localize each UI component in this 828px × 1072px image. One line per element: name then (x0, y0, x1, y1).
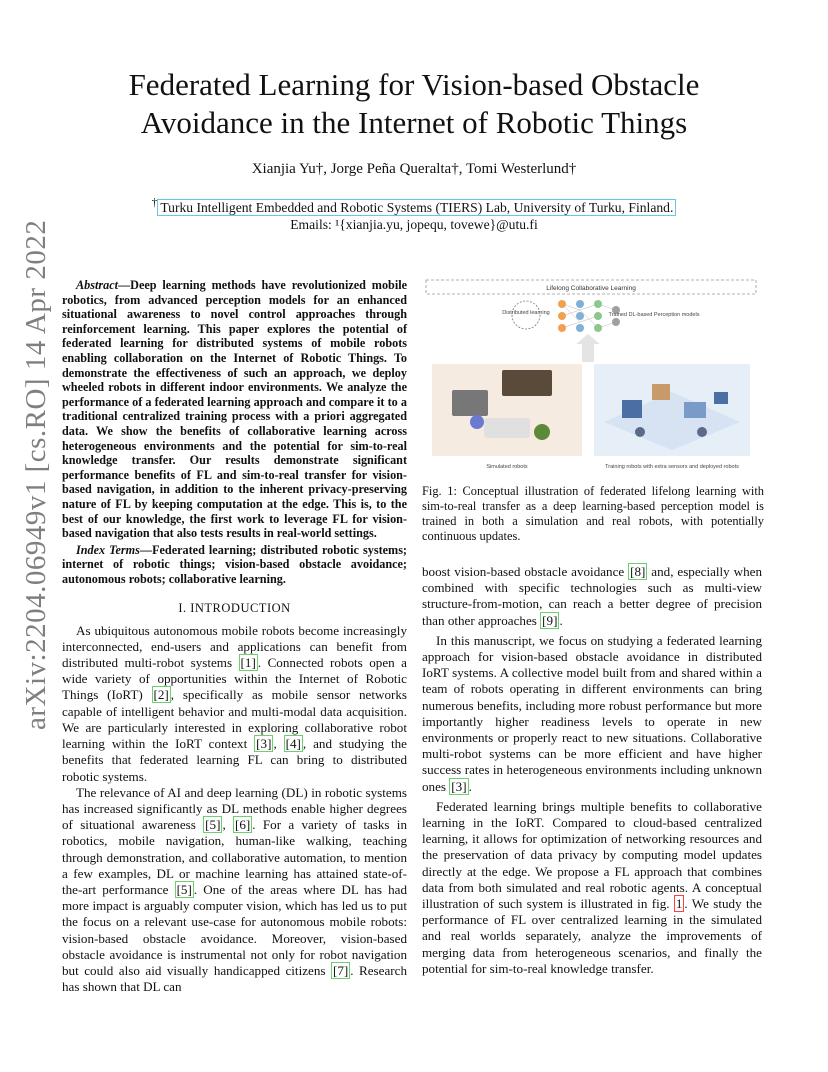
right-paragraph-1: boost vision-based obstacle avoidance [8] and, especially when combined with specific technologies such as multi-view structure-from-motion, can reach a better degree of precision than other approaches [9] . (422, 564, 762, 628)
right-paragraph-3: Federated learning brings multiple benefits to collaborative learning in the IoRT. Compared to cloud-based centralized learning, it allows for optimization of networking resources and the preservation of data privacy by computing model updates directly at the edge. We propose a FL approach that combines data from both simulated and real robotic agents. A conceptual illustration of such system is illustrated in fig. 1 . We study the performance of FL over centralized learning in the simulated and real worlds separately, analyze the improvements of merging data from heterogeneous scenarios, and finally the potential for sim-to-real knowledge transfer. (422, 798, 762, 976)
citation-link[interactable]: [6] (235, 817, 251, 833)
abstract (62, 278, 407, 586)
citation-link[interactable]: [4] (285, 736, 301, 752)
right-column (422, 564, 762, 977)
affiliation-link[interactable]: Turku Intelligent Embedded and Robotic Systems (TIERS) Lab, University of Turku, Finland. (157, 199, 676, 216)
figure-1 (422, 272, 760, 477)
index-terms-text: —Federated learning; distributed robotic systems; internet of robotic things; vision-based obstacle avoidance; autonomous robots; collaborative learning. (62, 542, 407, 586)
intro-paragraph-2: The relevance of AI and deep learning (DL) in robotic systems has increased significantly as DL methods enable higher degrees of situational awareness [5] , [6] . For a variety of tasks in robotics, mobile navigation, human-like walking, teaching through demonstration, and collaborative automation, to mention a few examples, DL or machine learning has attained state-of-the-art performance [5] . One of the areas where DL has had more impact is arguably computer vision, which has led us to put the focus on a relevant use-case for autonomous mobile robots: vision-based obstacle avoidance. Moreover, vision-based obstacle avoidance is instrumental not only for robot navigation but could also aid visually handicapped citizens [7] . Research has shown that DL can (62, 784, 407, 995)
citation-link[interactable]: [8] (630, 564, 646, 579)
citation-link[interactable]: [3] (451, 778, 467, 794)
affiliation-block (60, 195, 768, 233)
right-paragraph-2: In this manuscript, we focus on studying a federated learning approach for vision-based obstacle avoidance in distributed IoRT systems. A collective model built from and shared within a team of robots operating in different environments can bring numerous benefits, including more robust performance but more importantly higher readiness levels to operate in new environments or properly react to new situations. Collaborative multi-robot systems can be more efficient and have higher success rates in heterogeneous environments including unknown ones [3] . (422, 632, 762, 794)
abstract-text: —Deep learning methods have revolutionized mobile robotics, from advanced perception models for an enhanced situational awareness to novel control approaches through reinforcement learning. This paper explores the potential of federated learning for distributed systems of mobile robots enabling collaboration on the Internet of Robotic Things. To demonstrate the effectiveness of such an approach, we deploy wheeled robots in different indoor environments. We analyze the performance of a federated learning approach and compare it to a traditional centralized training process with a priori aggregated data. We show the benefits of collaborative learning across heterogeneous environments and the potential for sim-to-real knowledge transfer. Our results demonstrate significant performance benefits of FL and sim-to-real transfer for vision-based navigation, in addition to the inherent privacy-preserving nature of FL by keeping computation at the edge. This is, to the best of our knowledge, the first work to leverage FL for vision-based navigation that also tests results in real-world settings. (62, 278, 407, 541)
section-heading-introduction: I. INTRODUCTION (178, 601, 291, 616)
citation-link[interactable]: [9] (542, 612, 558, 628)
figure-header: Lifelong Collaborative Learning (546, 285, 636, 292)
abstract-lead: Abstract (76, 278, 118, 292)
citation-link[interactable]: [1] (240, 655, 256, 671)
paper-title (60, 66, 768, 142)
title-line-2: Avoidance in the Internet of Robotic Things (140, 105, 688, 140)
author-list: Xianjia Yu†, Jorge Peña Queralta†, Tomi Westerlund† (251, 161, 577, 177)
index-terms-lead: Index Terms (76, 542, 140, 557)
citation-link[interactable]: [2] (153, 687, 169, 703)
figure-right-label: Trained DL-based Perception models (608, 312, 700, 318)
figure-bottom-left-label: Simulated robots (486, 464, 528, 470)
arxiv-identifier: arXiv:2204.06949v1 [cs.RO] 14 Apr 2022 (20, 219, 52, 730)
citation-link[interactable]: [5] (176, 881, 192, 897)
left-column (62, 278, 407, 995)
figure-caption: Fig. 1: Conceptual illustration of federated lifelong learning with sim-to-real transfer as a deep learning-based perception model is trained in both a simulation and real robots, with potentially continuous updates. (422, 484, 764, 543)
intro-paragraph-1: As ubiquitous autonomous mobile robots become increasingly interconnected, end-users and applications can benefit from distributed multi-robot systems [1] . Connected robots open a wide variety of opportunities within the Internet of Robotic Things (IoRT) [2] , specifically as mobile sensor networks capable of intelligent behavior and multi-modal data acquisition. We are particularly interested in exploring collaborative robot learning within the IoRT context [3] , [4] , and studying the benefits that federated learning FL can bring to distributed robotic systems. (62, 622, 407, 784)
email-line: Emails: ¹{xianjia.yu, jopequ, tovewe}@utu.fi (290, 216, 538, 232)
figure-illustration (422, 272, 760, 477)
upward-arrow-icon (576, 334, 600, 362)
figure-reference-link[interactable]: 1 (675, 896, 683, 912)
citation-link[interactable]: [7] (332, 962, 349, 978)
affiliation-mark: † (151, 197, 158, 209)
figure-bottom-right-label: Training robots with extra sensors and deployed robots (605, 464, 739, 470)
citation-link[interactable]: [5] (205, 817, 221, 833)
figure-left-bubble: Distributed learning (502, 310, 550, 316)
title-line-1: Federated Learning for Vision-based Obstacle (128, 67, 700, 102)
citation-link[interactable]: [3] (256, 736, 272, 752)
